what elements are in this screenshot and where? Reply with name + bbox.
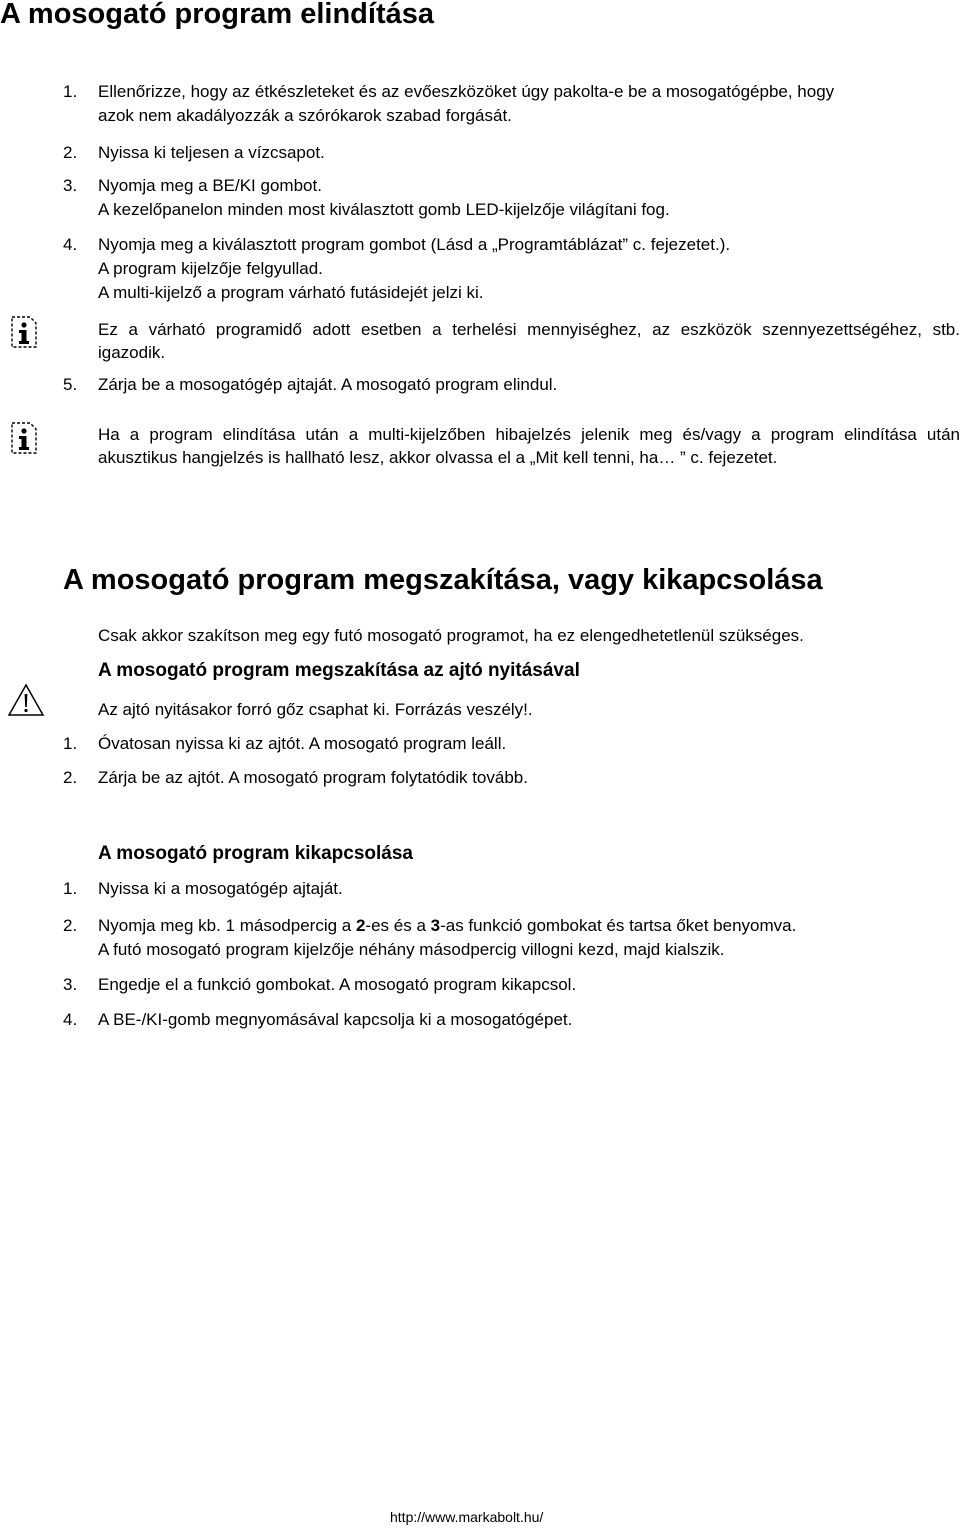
step-number: 3.	[63, 176, 78, 195]
subsection-title: A mosogató program kikapcsolása	[98, 843, 414, 864]
step-text: A program kijelzője felgyullad.	[98, 259, 323, 278]
step-text: Zárja be az ajtót. A mosogató program folytatódik tovább.	[98, 768, 528, 787]
page-title: A mosogató program elindítása	[0, 0, 434, 30]
step-text	[98, 914, 796, 937]
info-icon	[8, 315, 38, 349]
warning-text: Az ajtó nyitásakor forró gőz csaphat ki. Forrázás veszély!.	[98, 700, 533, 719]
step-number: 2.	[63, 916, 78, 935]
step-text: A futó mosogató program kijelzője néhány másodpercig villogni kezd, majd kialszik.	[98, 940, 725, 959]
step-text-part: -as funkció gombokat és tartsa őket benyomva.	[440, 916, 797, 935]
step-text: Nyissa ki teljesen a vízcsapot.	[98, 143, 325, 162]
step-text: A BE-/KI-gomb megnyomásával kapcsolja ki a mosogatógépet.	[98, 1010, 573, 1029]
step-number: 1.	[63, 82, 78, 101]
step-text-part: Nyomja meg kb. 1 másodpercig a	[98, 916, 356, 935]
step-number: 2.	[63, 143, 78, 162]
step-number: 5.	[63, 375, 78, 394]
step-text: Engedje el a funkció gombokat. A mosogató program kikapcsol.	[98, 975, 577, 994]
step-text: azok nem akadályozzák a szórókarok szabad forgását.	[98, 106, 512, 125]
info-icon	[8, 421, 38, 455]
step-number: 1.	[63, 734, 78, 753]
step-number: 3.	[63, 975, 78, 994]
section-title: A mosogató program megszakítása, vagy kikapcsolása	[63, 564, 823, 596]
warning-icon	[6, 682, 46, 718]
button-number: 2	[355, 916, 366, 935]
info-note: Ha a program elindítása után a multi-kijelzőben hibajelzés jelenik meg és/vagy a program elindítása után akusztikus hangjelzés is hallható lesz, akkor olvassa el a „Mit kell tenni, ha… ” c. fejezetet.	[98, 425, 960, 467]
step-text: Nyomja meg a kiválasztott program gombot (Lásd a „Programtáblázat” c. fejezetet.).	[98, 235, 731, 254]
step-text: Nyissa ki a mosogatógép ajtaját.	[98, 879, 343, 898]
step-text: A kezelőpanelon minden most kiválasztott gomb LED-kijelzője világítani fog.	[98, 200, 670, 219]
footer-url[interactable]: http://www.markabolt.hu/	[390, 1509, 544, 1525]
step-number: 2.	[63, 768, 78, 787]
step-text: Nyomja meg a BE/KI gombot.	[98, 176, 322, 195]
step-text-part: -es és a	[365, 916, 431, 935]
button-number: 3	[430, 916, 441, 935]
step-text: Zárja be a mosogatógép ajtaját. A mosogató program elindul.	[98, 375, 558, 394]
step-number: 4.	[63, 235, 78, 254]
step-text: A multi-kijelző a program várható futásidejét jelzi ki.	[98, 283, 484, 302]
intro-text: Csak akkor szakítson meg egy futó mosogató programot, ha ez elengedhetetlenül szükséges.	[98, 626, 804, 645]
step-number: 1.	[63, 879, 78, 898]
step-text: Óvatosan nyissa ki az ajtót. A mosogató program leáll.	[98, 734, 507, 753]
step-number: 4.	[63, 1010, 78, 1029]
step-text: Ellenőrizze, hogy az étkészleteket és az evőeszközöket úgy pakolta-e be a mosogatógépbe, hogy	[98, 82, 835, 101]
info-note: Ez a várható programidő adott esetben a terhelési mennyiséghez, az eszközök szennyezettségéhez, stb. igazodik.	[98, 320, 960, 362]
subsection-title: A mosogató program megszakítása az ajtó nyitásával	[98, 660, 580, 681]
